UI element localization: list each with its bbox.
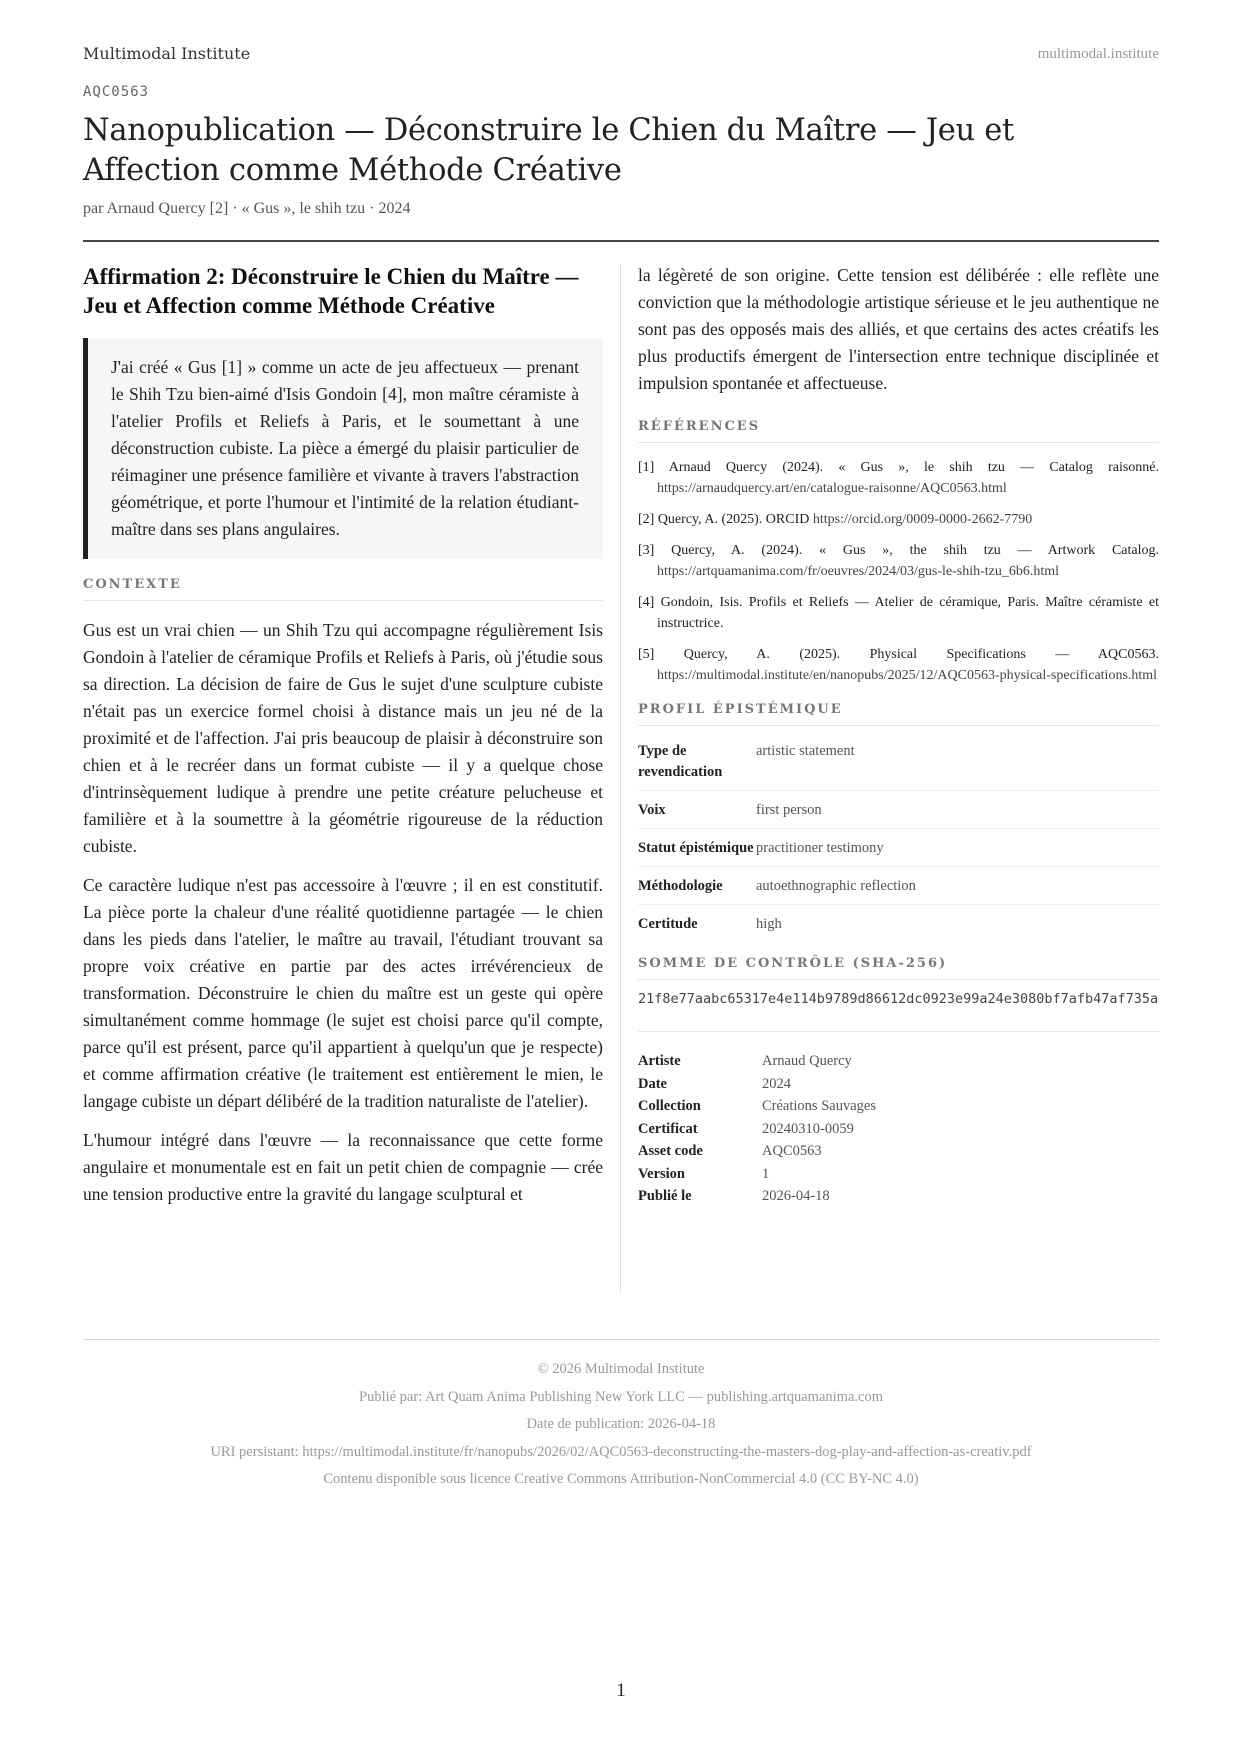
context-paragraph: L'humour intégré dans l'œuvre — la reconnaissance que cette forme angulaire et monumentale est en fait un petit chien de compagnie — crée une tension productive entre la gravité du langage sculptural et <box>83 1130 603 1204</box>
metadata-table <box>638 1050 1159 1208</box>
metadata-row: Certificat 20240310-0059 <box>638 1120 854 1137</box>
profile-heading: PROFIL ÉPISTÉMIQUE <box>638 702 1159 726</box>
table-row: Certitude high <box>638 916 782 932</box>
metadata-row: Date 2024 <box>638 1075 791 1092</box>
context-heading: CONTEXTE <box>83 577 603 601</box>
table-row: Voix first person <box>638 791 1159 829</box>
checksum-heading: SOMME DE CONTRÔLE (SHA-256) <box>638 956 1159 980</box>
checksum-value: 21f8e77aabc65317e4e114b9789d86612dc0923e99a24e3080bf7afb47af735a <box>638 980 1159 1032</box>
page-number: 1 <box>616 1680 626 1701</box>
header-rule <box>83 240 1159 242</box>
claim-heading: Affirmation 2: Déconstruire le Chien du Maître — Jeu et Affection comme Méthode Créative <box>83 264 579 318</box>
context-paragraph: Ce caractère ludique n'est pas accessoire à l'œuvre ; il en est constitutif. La pièce porte la chaleur d'une réalité quotidienne partagée — le chien dans les pieds dans l'atelier, le maître au travail, l'étudiant trouvant sa propre voix créative en partie par des actes irrévérencieux de transformation. Déconstruire le chien du maître est un geste qui opère simultanément comme hommage (le sujet est choisi parce qu'il compte, parce qu'il est présent, parce qu'il appartient à quelqu'un que je respecte) et comme affirmation créative (le traitement est entièrement le mien, le langage cubiste un départ délibéré de la tradition naturaliste de l'atelier). <box>83 875 603 1111</box>
right-column <box>638 262 1159 1208</box>
column-divider <box>620 264 621 1294</box>
footer-copyright: © 2026 Multimodal Institute <box>537 1361 705 1377</box>
claim-quote: J'ai créé « Gus [1] » comme un acte de jeu affectueux — prenant le Shih Tzu bien-aimé d'Isis Gondoin [4], mon maître céramiste à l'atelier Profils et Reliefs à Paris, et le soumettant à une déconstruction cubiste. La pièce a émergé du plaisir particulier de réimaginer une présence familière et vivante à travers l'abstraction géométrique, et porte l'humour et l'intimité de la relation étudiant-maître dans ses plans angulaires. <box>83 338 603 559</box>
left-column <box>83 262 603 1208</box>
institute-name: Multimodal Institute <box>83 44 251 63</box>
page-title: Nanopublication — Déconstruire le Chien du Maître — Jeu et Affection comme Méthode Créative <box>83 113 1015 188</box>
footer-license: Contenu disponible sous licence Creative Commons Attribution-NonCommercial 4.0 (CC BY-NC 4.0) <box>323 1471 919 1487</box>
metadata-row: Asset code AQC0563 <box>638 1143 822 1159</box>
context-paragraph-continued: la légèreté de son origine. Cette tension est délibérée : elle reflète une conviction que la méthodologie artistique sérieuse et le jeu authentique ne sont pas des opposés mais des alliés, et que certains des actes créatifs les plus productifs émergent de l'intersection entre technique disciplinée et impulsion spontanée et affectueuse. <box>638 265 1159 393</box>
document-code: AQC0563 <box>83 84 150 100</box>
reference-link[interactable]: https://artquamanima.com/fr/oeuvres/2024/03/gus-le-shih-tzu_6b6.html <box>657 564 1060 579</box>
reference-item: [2] Quercy, A. (2025). ORCID https://orcid.org/0009-0000-2662-7790 <box>638 512 1033 527</box>
reference-link[interactable]: https://orcid.org/0009-0000-2662-7790 <box>812 512 1033 527</box>
table-row: Statut épistémique practitioner testimony <box>638 829 1159 867</box>
context-paragraph: Gus est un vrai chien — un Shih Tzu qui accompagne régulièrement Isis Gondoin à l'atelier de céramique Profils et Reliefs à Paris, où j'étudie sous sa direction. La décision de faire de Gus le sujet d'une sculpture cubiste n'était pas un exercice formel choisi à distance mais un jeu né de la proximité et de l'affection. J'ai pris beaucoup de plaisir à déconstruire son chien et à le recréer dans un format cubiste — il y a quelque chose d'intrinsèquement ludique à prendre une petite créature pelucheuse et familière et à la soumettre à la géométrie rigoureuse de la réduction cubiste. <box>83 620 603 856</box>
table-row: Type de revendication artistic statement <box>638 732 1159 791</box>
footer-pubdate: Date de publication: 2026-04-18 <box>526 1416 716 1432</box>
reference-item: [1] Arnaud Quercy (2024). « Gus », le shih tzu — Catalog raisonné. https://arnaudquercy.art/en/catalogue-raisonne/AQC0563.html <box>638 460 1159 496</box>
footer-uri[interactable]: URI persistant: https://multimodal.institute/fr/nanopubs/2026/02/AQC0563-deconstructing-the-masters-dog-play-and-affection-as-creativ.pdf <box>210 1443 1032 1460</box>
top-bar <box>83 44 1159 68</box>
footer <box>83 1356 1159 1494</box>
footer-publisher: Publié par: Art Quam Anima Publishing New York LLC — publishing.artquamanima.com <box>359 1388 883 1405</box>
reference-item: [4] Gondoin, Isis. Profils et Reliefs — Atelier de céramique, Paris. Maître céramiste et instructrice. <box>638 595 1159 631</box>
references-heading: RÉFÉRENCES <box>638 419 1159 443</box>
byline: par Arnaud Quercy [2] · « Gus », le shih tzu · 2024 <box>83 200 411 217</box>
references-list <box>638 457 1159 686</box>
reference-link[interactable]: https://arnaudquercy.art/en/catalogue-raisonne/AQC0563.html <box>657 481 1007 496</box>
metadata-row: Version 1 <box>638 1165 770 1182</box>
footer-rule <box>83 1339 1159 1340</box>
metadata-row: Artiste Arnaud Quercy <box>638 1053 852 1069</box>
reference-link[interactable]: https://multimodal.institute/en/nanopubs/2025/12/AQC0563-physical-specifications.html <box>657 668 1158 683</box>
table-row: Méthodologie autoethnographic reflection <box>638 867 1159 905</box>
epistemic-profile-table <box>638 732 1159 942</box>
site-link[interactable]: multimodal.institute <box>1037 46 1159 62</box>
reference-item: [5] Quercy, A. (2025). Physical Specifications — AQC0563. https://multimodal.institute/en/nanopubs/2025/12/AQC0563-physical-specifications.html <box>638 647 1159 683</box>
metadata-row: Collection Créations Sauvages <box>638 1098 876 1114</box>
reference-item: [3] Quercy, A. (2024). « Gus », the shih tzu — Artwork Catalog. https://artquamanima.com/fr/oeuvres/2024/03/gus-le-shih-tzu_6b6.html <box>638 543 1159 579</box>
metadata-row: Publié le 2026-04-18 <box>638 1188 830 1204</box>
